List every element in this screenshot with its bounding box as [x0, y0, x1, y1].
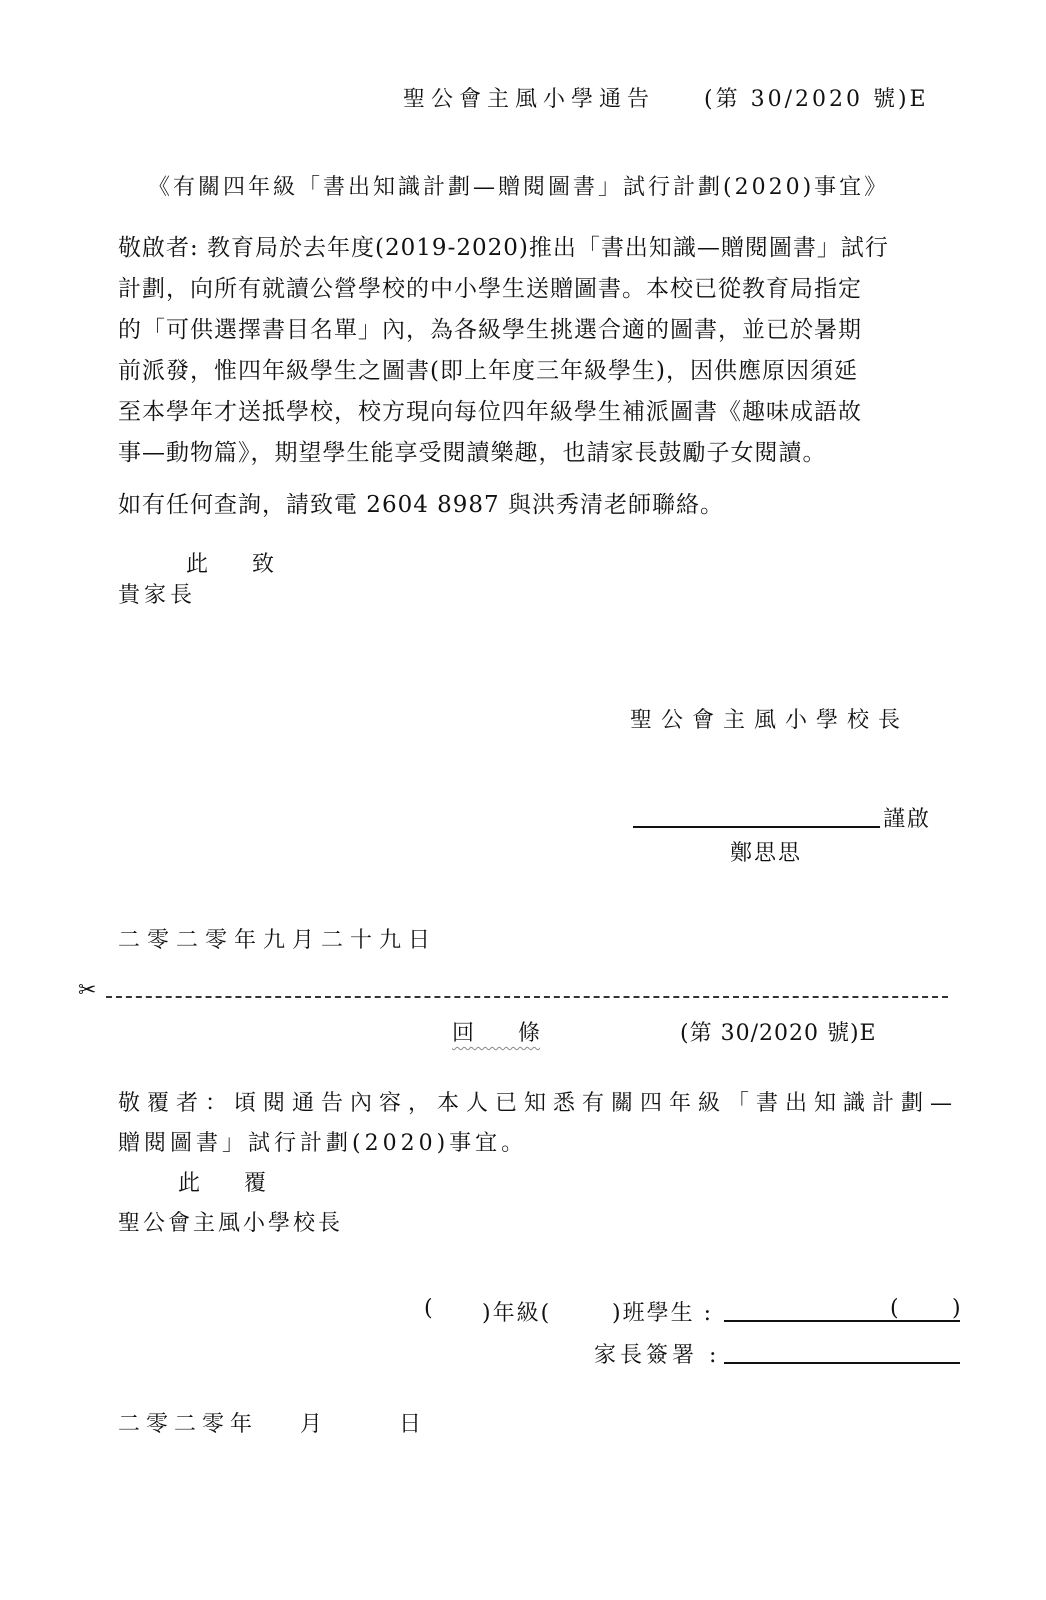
- dashed-divider: [106, 996, 948, 998]
- student-name-field[interactable]: [724, 1320, 960, 1322]
- reply-body-line: 敬覆者：頃閱通告內容，本人已知悉有關四年級「書出知識計劃—: [118, 1091, 960, 1116]
- principal-title: 聖公會主風小學校長: [630, 708, 910, 733]
- reply-recipient: 聖公會主風小學校長: [118, 1211, 344, 1236]
- notice-title: 聖公會主風小學通告: [403, 87, 656, 112]
- class-label: )班學生 :: [612, 1301, 713, 1326]
- reply-date-month: 月: [300, 1412, 323, 1437]
- notice-date: 二零二零年九月二十九日: [118, 928, 438, 953]
- principal-name: 鄭思思: [730, 841, 803, 866]
- body-line: 的「可供選擇書目名單」內，為各級學生挑選合適的圖書，並已於暑期: [118, 317, 862, 343]
- signature-line: [633, 826, 880, 828]
- parent-signature-field[interactable]: [724, 1362, 960, 1364]
- scissors-icon: ✂: [78, 978, 97, 1003]
- student-no-open: (: [890, 1296, 899, 1321]
- student-no-close: ): [952, 1296, 961, 1321]
- body-line: 事—動物篇》，期望學生能享受閱讀樂趣，也請家長鼓勵子女閱讀。: [118, 440, 827, 466]
- reply-date-year: 二零二零年: [118, 1412, 259, 1437]
- body-line: 敬啟者: 教育局於去年度(2019-2020)推出「書出知識—贈閱圖書」試行: [118, 235, 889, 261]
- reply-body-line: 贈閱圖書」試行計劃(2020)事宜。: [118, 1131, 528, 1156]
- inquiry-text: 如有任何查詢，請致電 2604 8987 與洪秀清老師聯絡。: [118, 492, 724, 518]
- reply-date-day: 日: [399, 1412, 422, 1437]
- reply-salutation: 此 覆: [178, 1171, 267, 1196]
- notice-number: (第 30/2020 號)E: [704, 87, 929, 112]
- notice-subject: 《有關四年級「書出知識計劃—贈閱圖書」試行計劃(2020)事宜》: [148, 175, 890, 200]
- body-line: 至本學年才送抵學校，校方現向每位四年級學生補派圖書《趣味成語故: [118, 399, 862, 425]
- grade-label: )年級(: [482, 1301, 552, 1326]
- sign-suffix: 謹啟: [883, 807, 932, 832]
- body-line: 計劃，向所有就讀公營學校的中小學生送贈圖書。本校已從教育局指定: [118, 276, 862, 302]
- reply-number: (第 30/2020 號)E: [680, 1021, 877, 1046]
- cut-line: [78, 978, 948, 1004]
- grade-open-paren: (: [424, 1296, 433, 1321]
- notice-body: [118, 228, 889, 474]
- salutation-to: 此 致: [186, 552, 275, 577]
- body-line: 前派發，惟四年級學生之圖書(即上年度三年級學生)，因供應原因須延: [118, 358, 858, 384]
- reply-title: 回 條: [452, 1021, 541, 1046]
- salutation-recipient: 貴家長: [118, 583, 197, 608]
- parent-sign-label: 家長簽署 :: [594, 1343, 721, 1368]
